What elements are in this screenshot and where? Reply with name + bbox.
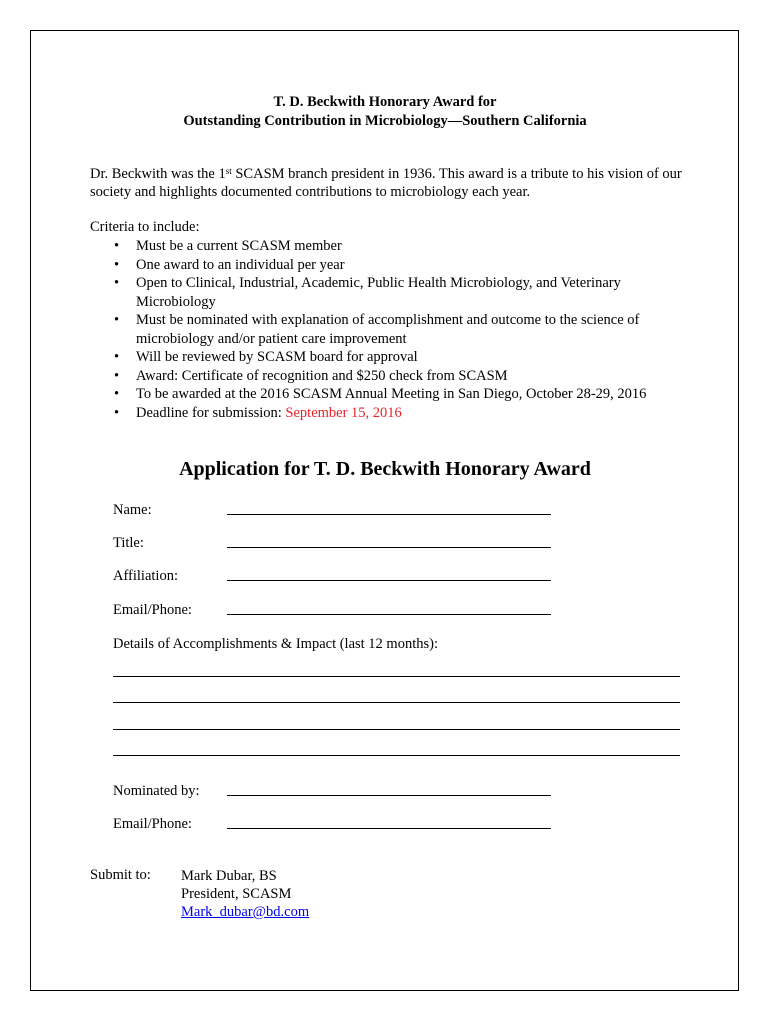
details-line[interactable] xyxy=(113,729,680,730)
nominated-by-field[interactable] xyxy=(227,795,551,796)
bullet-icon: • xyxy=(114,256,120,273)
list-item: • Must be nominated with explanation of accomplishment and outcome to the science of microbiology and/or patient care improvement xyxy=(114,312,640,347)
list-item: • One award to an individual per year xyxy=(114,256,345,273)
bullet-icon: • xyxy=(114,238,120,254)
details-line[interactable] xyxy=(113,755,680,756)
submit-contact xyxy=(181,867,309,921)
list-item: • Must be a current SCASM member xyxy=(114,238,342,254)
submit-to-label: Submit to: xyxy=(90,867,151,883)
details-line[interactable] xyxy=(113,676,680,677)
title-field[interactable] xyxy=(227,547,551,548)
nominator-email-phone-label: Email/Phone: xyxy=(113,816,192,832)
details-line[interactable] xyxy=(113,702,680,703)
bullet-icon: • xyxy=(114,386,120,402)
name-label: Name: xyxy=(113,502,152,518)
contact-name: Mark Dubar, BS xyxy=(181,868,277,884)
list-item: • Open to Clinical, Industrial, Academic, Public Health Microbiology, and Veterinary Microbiology xyxy=(114,275,621,310)
contact-role: President, SCASM xyxy=(181,886,292,902)
deadline-date: September 15, 2016 xyxy=(285,404,402,421)
bullet-icon: • xyxy=(114,312,120,328)
list-item: • Will be reviewed by SCASM board for approval xyxy=(114,349,418,365)
bullet-icon: • xyxy=(114,349,120,365)
list-item: • Award: Certificate of recognition and $250 check from SCASM xyxy=(114,367,508,384)
award-title-line2: Outstanding Contribution in Microbiology—Southern California xyxy=(183,113,587,129)
criteria-list xyxy=(0,237,700,422)
email-phone-label: Email/Phone: xyxy=(113,602,192,618)
contact-email-link[interactable]: Mark_dubar@bd.com xyxy=(181,904,310,920)
details-label: Details of Accomplishments & Impact (last 12 months): xyxy=(113,636,438,652)
bullet-icon: • xyxy=(114,275,120,291)
name-field[interactable] xyxy=(227,514,551,515)
nominator-email-phone-field[interactable] xyxy=(227,828,551,829)
intro-paragraph: Dr. Beckwith was the 1st SCASM branch president in 1936. This award is a tribute to his vision of our society and highlights documented contributions to microbiology each year. xyxy=(90,166,682,200)
email-phone-field[interactable] xyxy=(227,614,551,615)
deadline-item: • Deadline for submission: September 15, 2016 xyxy=(114,404,402,421)
affiliation-label: Affiliation: xyxy=(113,568,178,584)
award-title-line1: T. D. Beckwith Honorary Award for xyxy=(273,94,497,110)
affiliation-field[interactable] xyxy=(227,580,551,581)
bullet-icon: • xyxy=(114,404,120,421)
list-item: • To be awarded at the 2016 SCASM Annual Meeting in San Diego, October 28-29, 2016 xyxy=(114,386,647,402)
bullet-icon: • xyxy=(114,367,120,384)
title-label: Title: xyxy=(113,535,144,551)
nominated-by-label: Nominated by: xyxy=(113,783,200,799)
criteria-heading: Criteria to include: xyxy=(90,219,200,235)
application-title: Application for T. D. Beckwith Honorary Award xyxy=(179,458,591,480)
